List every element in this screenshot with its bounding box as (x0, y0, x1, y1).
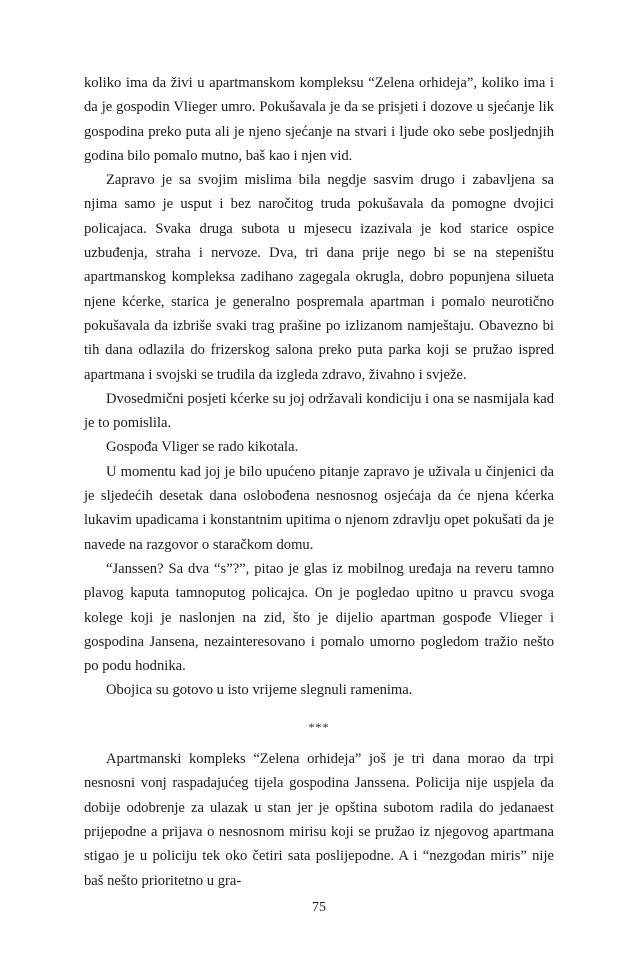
paragraph: U momentu kad joj je bilo upućeno pitanje zapravo je uživala u činjenici da je sljedećih desetak dana oslobođena nesnosnog osjećaja da će njena kćerka lukavim upadicama i konstantnim upitima o njenom zdravlju opet pokušati da je navede na razgovor o staračkom domu. (84, 463, 554, 553)
section-separator: *** (308, 719, 330, 734)
paragraph: Obojica su gotovo u isto vrijeme slegnuli ramenima. (106, 682, 413, 699)
text-section-after-break (84, 747, 554, 893)
paragraph: Dvosedmični posjeti kćerke su joj održavali kondiciju i ona se nasmijala kad je to pomislila. (84, 390, 554, 432)
body-text (84, 71, 554, 893)
paragraph: Apartmanski kompleks “Zelena orhideja” još je tri dana morao da trpi nesnosni vonj raspadajućeg tijela gospodina Janssena. Policija nije uspjela da dobije odobrenje za ulazak u stan jer je opština subotom radila do jedanaest prijepodne a prijava o nesnosnom mirisu koji se pružao iz njegovog apartmana stigao je u policiju tek oko četiri sata poslijepodne. A i “nezgodan miris” nije baš nešto prioritetno u gra- (84, 751, 554, 889)
page-number: 75 (312, 900, 326, 915)
paragraph: Zapravo je sa svojim mislima bila negdje sasvim drugo i zabavljena sa njima samo je usput i bez naročitog truda pokušavala da pomogne dvojici policajaca. Svaka druga subota u mjesecu izazivala je kod starice ospice uzbuđenja, straha i nervoze. Dva, tri dana prije nego bi se na stepeništu apartmanskog kompleksa zadihano zagegala okrugla, dobro popunjena silueta njene kćerke, starica je generalno pospremala apartman i pomalo neurotično pokušavala da izbriše svaki trag prašine po izlizanom namještaju. Obavezno bi tih dana odlazila do frizerskog salona preko puta parka koji se pružao ispred apartmana i svojski se trudila da izgleda zdravo, živahno i svježe. (84, 172, 554, 383)
paragraph: Gospođa Vliger se rado kikotala. (106, 439, 299, 456)
paragraph: “Janssen? Sa dva “s”?”, pitao je glas iz mobilnog uređaja na reveru tamno plavog kaputa tamnoputog policajca. On je pogledao upitno u pravcu svoga kolege koji je naslonjen na zid, što je dijelio apartman gospođe Vlieger i gospodina Jansena, nezainteresovano i pomalo umorno pogledom tražio nešto po podu hodnika. (84, 560, 554, 675)
text-section-before-break (84, 71, 554, 703)
paragraph: koliko ima da živi u apartmanskom kompleksu “Zelena orhideja”, koliko ima i da je gospodin Vlieger umro. Pokušavala je da se prisjeti i dozove u sjećanje lik gospodina preko puta ali je njeno sjećanje na stvari i ljude oko sebe posljednjih godina bilo pomalo mutno, baš kao i njen vid. (84, 75, 554, 164)
